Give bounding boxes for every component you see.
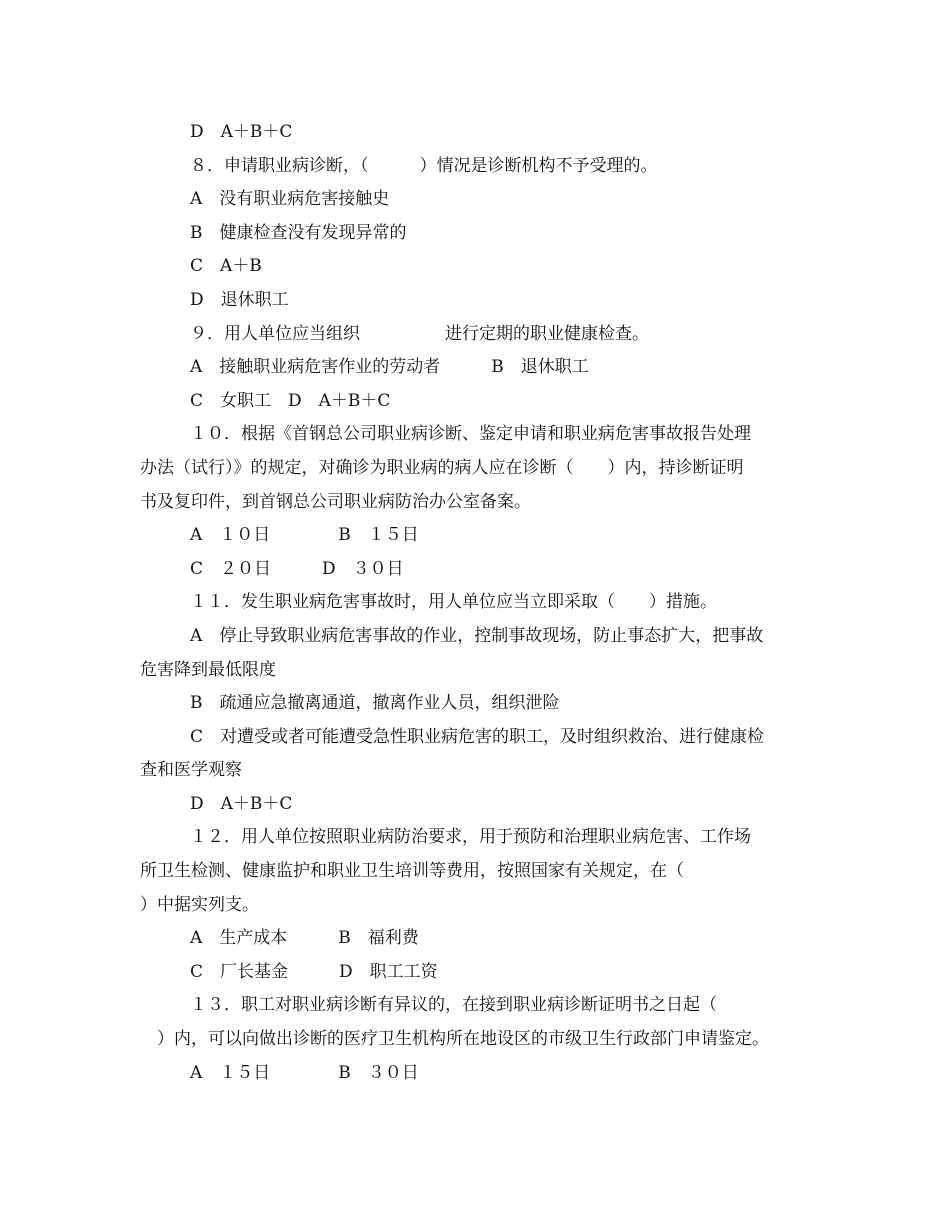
text-line: A １５日 B ３０日 — [190, 1062, 419, 1083]
text-line: １３．职工对职业病诊断有异议的，在接到职业病诊断证明书之日起（ — [190, 995, 717, 1016]
text-line: ）内，可以向做出诊断的医疗卫生机构所在地设区的市级卫生行政部门申请鉴定。 — [140, 1029, 769, 1050]
text-line: C 女职工 D A＋B＋C — [190, 390, 391, 411]
text-line: A 没有职业病危害接触史 — [190, 189, 390, 210]
text-line: B 疏通应急撤离通道，撤离作业人员，组织泄险 — [190, 693, 560, 714]
text-line: C 对遭受或者可能遭受急性职业病危害的职工，及时组织救治、进行健康检 — [190, 726, 765, 747]
text-line: １０．根据《首钢总公司职业病诊断、鉴定申请和职业病危害事故报告处理 — [190, 424, 751, 445]
text-line: C 厂长基金 D 职工工资 — [190, 961, 438, 982]
text-line: ）中据实列支。 — [140, 894, 259, 915]
text-line: A 停止导致职业病危害事故的作业，控制事故现场，防止事态扩大，把事故 — [190, 625, 764, 646]
text-line: 书及复印件，到首钢总公司职业病防治办公室备案。 — [140, 491, 531, 512]
text-line: 所卫生检测、健康监护和职业卫生培训等费用，按照国家有关规定，在（ — [140, 861, 684, 882]
document-body — [140, 116, 830, 1090]
text-line: A 生产成本 B 福利费 — [190, 928, 419, 949]
text-line: C A＋B — [190, 256, 262, 277]
text-line: D 退休职工 — [190, 289, 289, 310]
text-line: D A＋B＋C — [190, 793, 293, 814]
text-line: ９．用人单位应当组织 进行定期的职业健康检查。 — [190, 323, 649, 344]
text-line: A １０日 B １５日 — [190, 525, 419, 546]
text-line: ８．申请职业病诊断，（ ）情况是诊断机构不予受理的。 — [190, 155, 658, 176]
text-line: D A＋B＋C — [190, 122, 293, 142]
text-line: １２．用人单位按照职业病防治要求，用于预防和治理职业病危害、工作场 — [190, 827, 751, 848]
text-line: 危害降到最低限度 — [140, 659, 276, 680]
text-line: A 接触职业病危害作业的劳动者 B 退休职工 — [190, 357, 589, 378]
text-line: 查和医学观察 — [140, 760, 242, 781]
text-line: B 健康检查没有发现异常的 — [190, 222, 407, 243]
text-line: 办法（试行）》的规定，对确诊为职业病的病人应在诊断（ ）内，持诊断证明 — [140, 457, 744, 478]
text-line: C ２０日 D ３０日 — [190, 558, 404, 579]
text-line: １１．发生职业病危害事故时，用人单位应当立即采取（ ）措施。 — [190, 592, 717, 613]
